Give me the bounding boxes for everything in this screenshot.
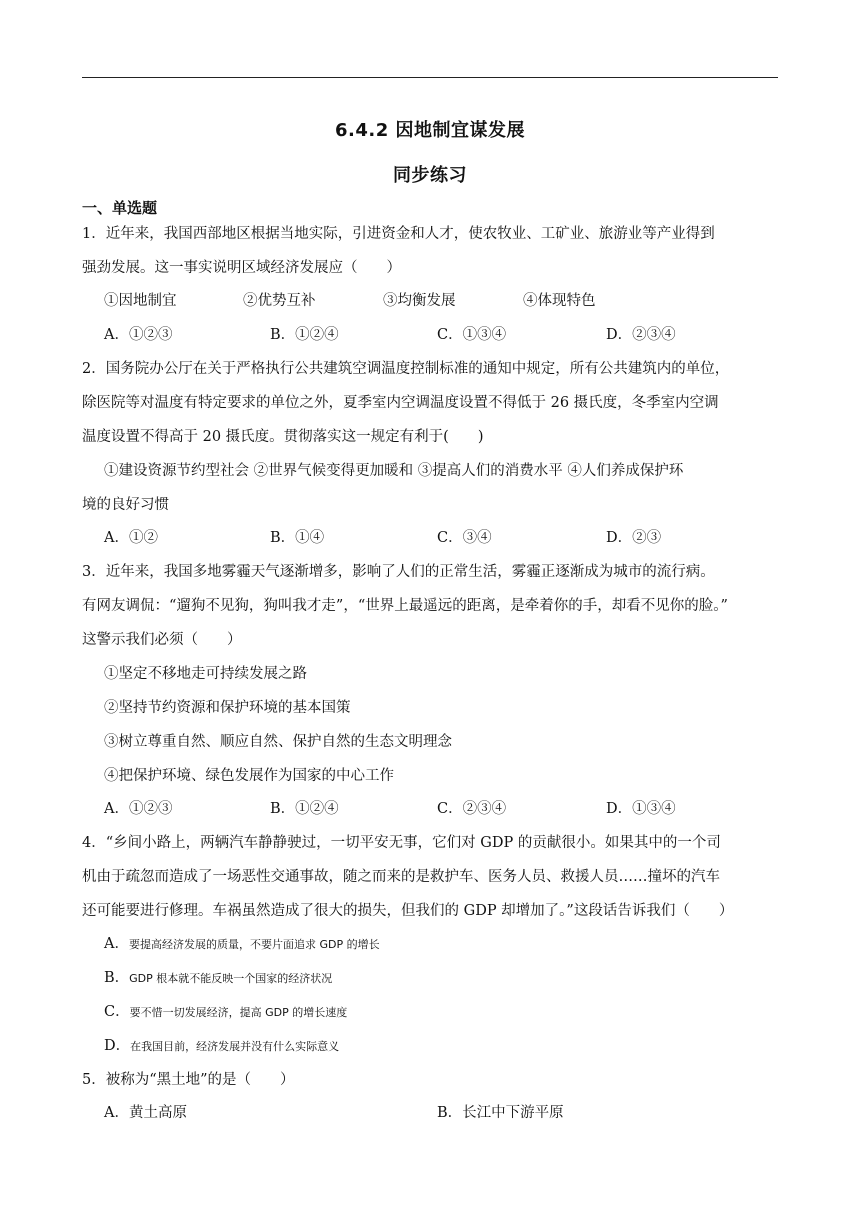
option-text: ①② bbox=[128, 530, 158, 546]
question-3-option-b[interactable] bbox=[270, 799, 339, 819]
question-1-line-2: 强劲发展。这一事实说明区域经济发展应（ ） bbox=[82, 260, 401, 276]
option-text: 长江中下游平原 bbox=[462, 1105, 564, 1121]
question-3-option-d[interactable] bbox=[606, 799, 676, 819]
option-label: B． bbox=[270, 530, 296, 546]
question-1-option-b[interactable] bbox=[270, 325, 339, 345]
option-label: D． bbox=[606, 530, 633, 546]
question-5-line-1: 5．被称为“黑土地”的是（ ） bbox=[82, 1072, 295, 1088]
question-3-line-2: 有网友调侃：“遛狗不见狗，狗叫我才走”，“世界上最遥远的距离，是牵着你的手，却看不见你的脸。” bbox=[82, 598, 728, 614]
question-3-statement-3: ③树立尊重自然、顺应自然、保护自然的生态文明理念 bbox=[104, 734, 452, 750]
question-2-line-1: 2．国务院办公厅在关于严格执行公共建筑空调温度控制标准的通知中规定，所有公共建筑内的单位， bbox=[82, 361, 730, 377]
question-4-option-d[interactable] bbox=[104, 1036, 339, 1057]
option-label: A． bbox=[104, 936, 129, 952]
question-1-statement-1: ①因地制宜 bbox=[104, 293, 177, 309]
option-text: 黄土高原 bbox=[128, 1105, 187, 1121]
option-label: B． bbox=[270, 801, 296, 817]
option-text: ①④ bbox=[295, 530, 325, 546]
option-label: D． bbox=[606, 801, 633, 817]
question-1-statement-3: ③均衡发展 bbox=[383, 293, 456, 309]
question-2-line-3: 温度设置不得高于 20 摄氏度。贯彻落实这一规定有利于( ) bbox=[82, 429, 484, 445]
option-text: ③④ bbox=[462, 530, 492, 546]
option-label: C． bbox=[437, 801, 463, 817]
option-label: D． bbox=[606, 327, 633, 343]
document-title: 6.4.2 因地制宜谋发展 bbox=[334, 120, 525, 141]
option-text: ①③④ bbox=[632, 801, 676, 817]
option-label: C． bbox=[437, 327, 463, 343]
option-label: B． bbox=[270, 327, 296, 343]
option-label: B． bbox=[104, 970, 130, 986]
option-text: ②③ bbox=[632, 530, 662, 546]
question-2-option-c[interactable] bbox=[437, 528, 492, 548]
question-3-statement-2: ②坚持节约资源和保护环境的基本国策 bbox=[104, 700, 351, 716]
question-3-statement-4: ④把保护环境、绿色发展作为国家的中心工作 bbox=[104, 768, 394, 784]
question-4-line-2: 机由于疏忽而造成了一场恶性交通事故，随之而来的是救护车、医务人员、救援人员……撞坏的汽车 bbox=[82, 869, 720, 885]
question-2-option-d[interactable] bbox=[606, 528, 661, 548]
option-text: 要不惜一切发展经济，提高 GDP 的增长速度 bbox=[129, 1006, 348, 1019]
option-text: 在我国目前，经济发展并没有什么实际意义 bbox=[130, 1040, 340, 1053]
option-label: A． bbox=[104, 530, 129, 546]
question-1-line-1: 1．近年来，我国西部地区根据当地实际，引进资金和人才，使农牧业、工矿业、旅游业等产业得到 bbox=[82, 226, 715, 242]
question-2-statements-line-2: 境的良好习惯 bbox=[82, 497, 169, 513]
question-4-option-b[interactable] bbox=[104, 968, 332, 989]
question-1-statement-2: ②优势互补 bbox=[243, 293, 316, 309]
option-text: 要提高经济发展的质量，不要片面追求 GDP 的增长 bbox=[128, 938, 380, 951]
question-1-option-a[interactable] bbox=[104, 325, 172, 345]
question-4-option-a[interactable] bbox=[104, 934, 380, 955]
question-5-option-b[interactable] bbox=[437, 1103, 564, 1123]
option-text: GDP 根本就不能反映一个国家的经济状况 bbox=[129, 972, 333, 985]
question-1-option-c[interactable] bbox=[437, 325, 506, 345]
question-3-line-3: 这警示我们必须（ ） bbox=[82, 632, 242, 648]
question-3-statement-1: ①坚定不移地走可持续发展之路 bbox=[104, 666, 307, 682]
option-text: ①③④ bbox=[462, 327, 507, 343]
option-label: C． bbox=[437, 530, 463, 546]
question-2-statements-line-1: ①建设资源节约型社会 ②世界气候变得更加暖和 ③提高人们的消费水平 ④人们养成保护环 bbox=[104, 463, 684, 479]
question-4-line-3: 还可能要进行修理。车祸虽然造成了很大的损失，但我们的 GDP 却增加了。”这段话告诉我们（ ） bbox=[82, 903, 734, 919]
section-heading: 一、单选题 bbox=[82, 199, 158, 217]
question-3-option-a[interactable] bbox=[104, 799, 172, 819]
option-text: ②③④ bbox=[632, 327, 676, 343]
question-1-option-d[interactable] bbox=[606, 325, 676, 345]
option-label: C． bbox=[104, 1004, 130, 1020]
question-2-option-b[interactable] bbox=[270, 528, 324, 548]
question-2-line-2: 除医院等对温度有特定要求的单位之外，夏季室内空调温度设置不得低于 26 摄氏度，冬季室内空调 bbox=[82, 395, 719, 411]
option-label: A． bbox=[104, 1105, 129, 1121]
option-label: D． bbox=[104, 1038, 131, 1054]
option-label: B． bbox=[437, 1105, 463, 1121]
question-4-option-c[interactable] bbox=[104, 1002, 347, 1023]
option-label: A． bbox=[104, 801, 129, 817]
question-2-option-a[interactable] bbox=[104, 528, 158, 548]
option-label: A． bbox=[104, 327, 129, 343]
option-text: ①②④ bbox=[295, 327, 339, 343]
question-5-option-a[interactable] bbox=[104, 1103, 187, 1123]
option-text: ①②③ bbox=[128, 327, 173, 343]
option-text: ②③④ bbox=[462, 801, 507, 817]
header-rule bbox=[82, 77, 778, 78]
question-3-line-1: 3．近年来，我国多地雾霾天气逐渐增多，影响了人们的正常生活，雾霾正逐渐成为城市的流行病。 bbox=[82, 564, 715, 580]
question-3-option-c[interactable] bbox=[437, 799, 506, 819]
question-4-line-1: 4．“乡间小路上，两辆汽车静静驶过，一切平安无事，它们对 GDP 的贡献很小。如果其中的一个司 bbox=[82, 835, 721, 851]
option-text: ①②④ bbox=[295, 801, 339, 817]
option-text: ①②③ bbox=[128, 801, 173, 817]
question-1-statement-4: ④体现特色 bbox=[523, 293, 596, 309]
document-subtitle: 同步练习 bbox=[393, 165, 467, 186]
